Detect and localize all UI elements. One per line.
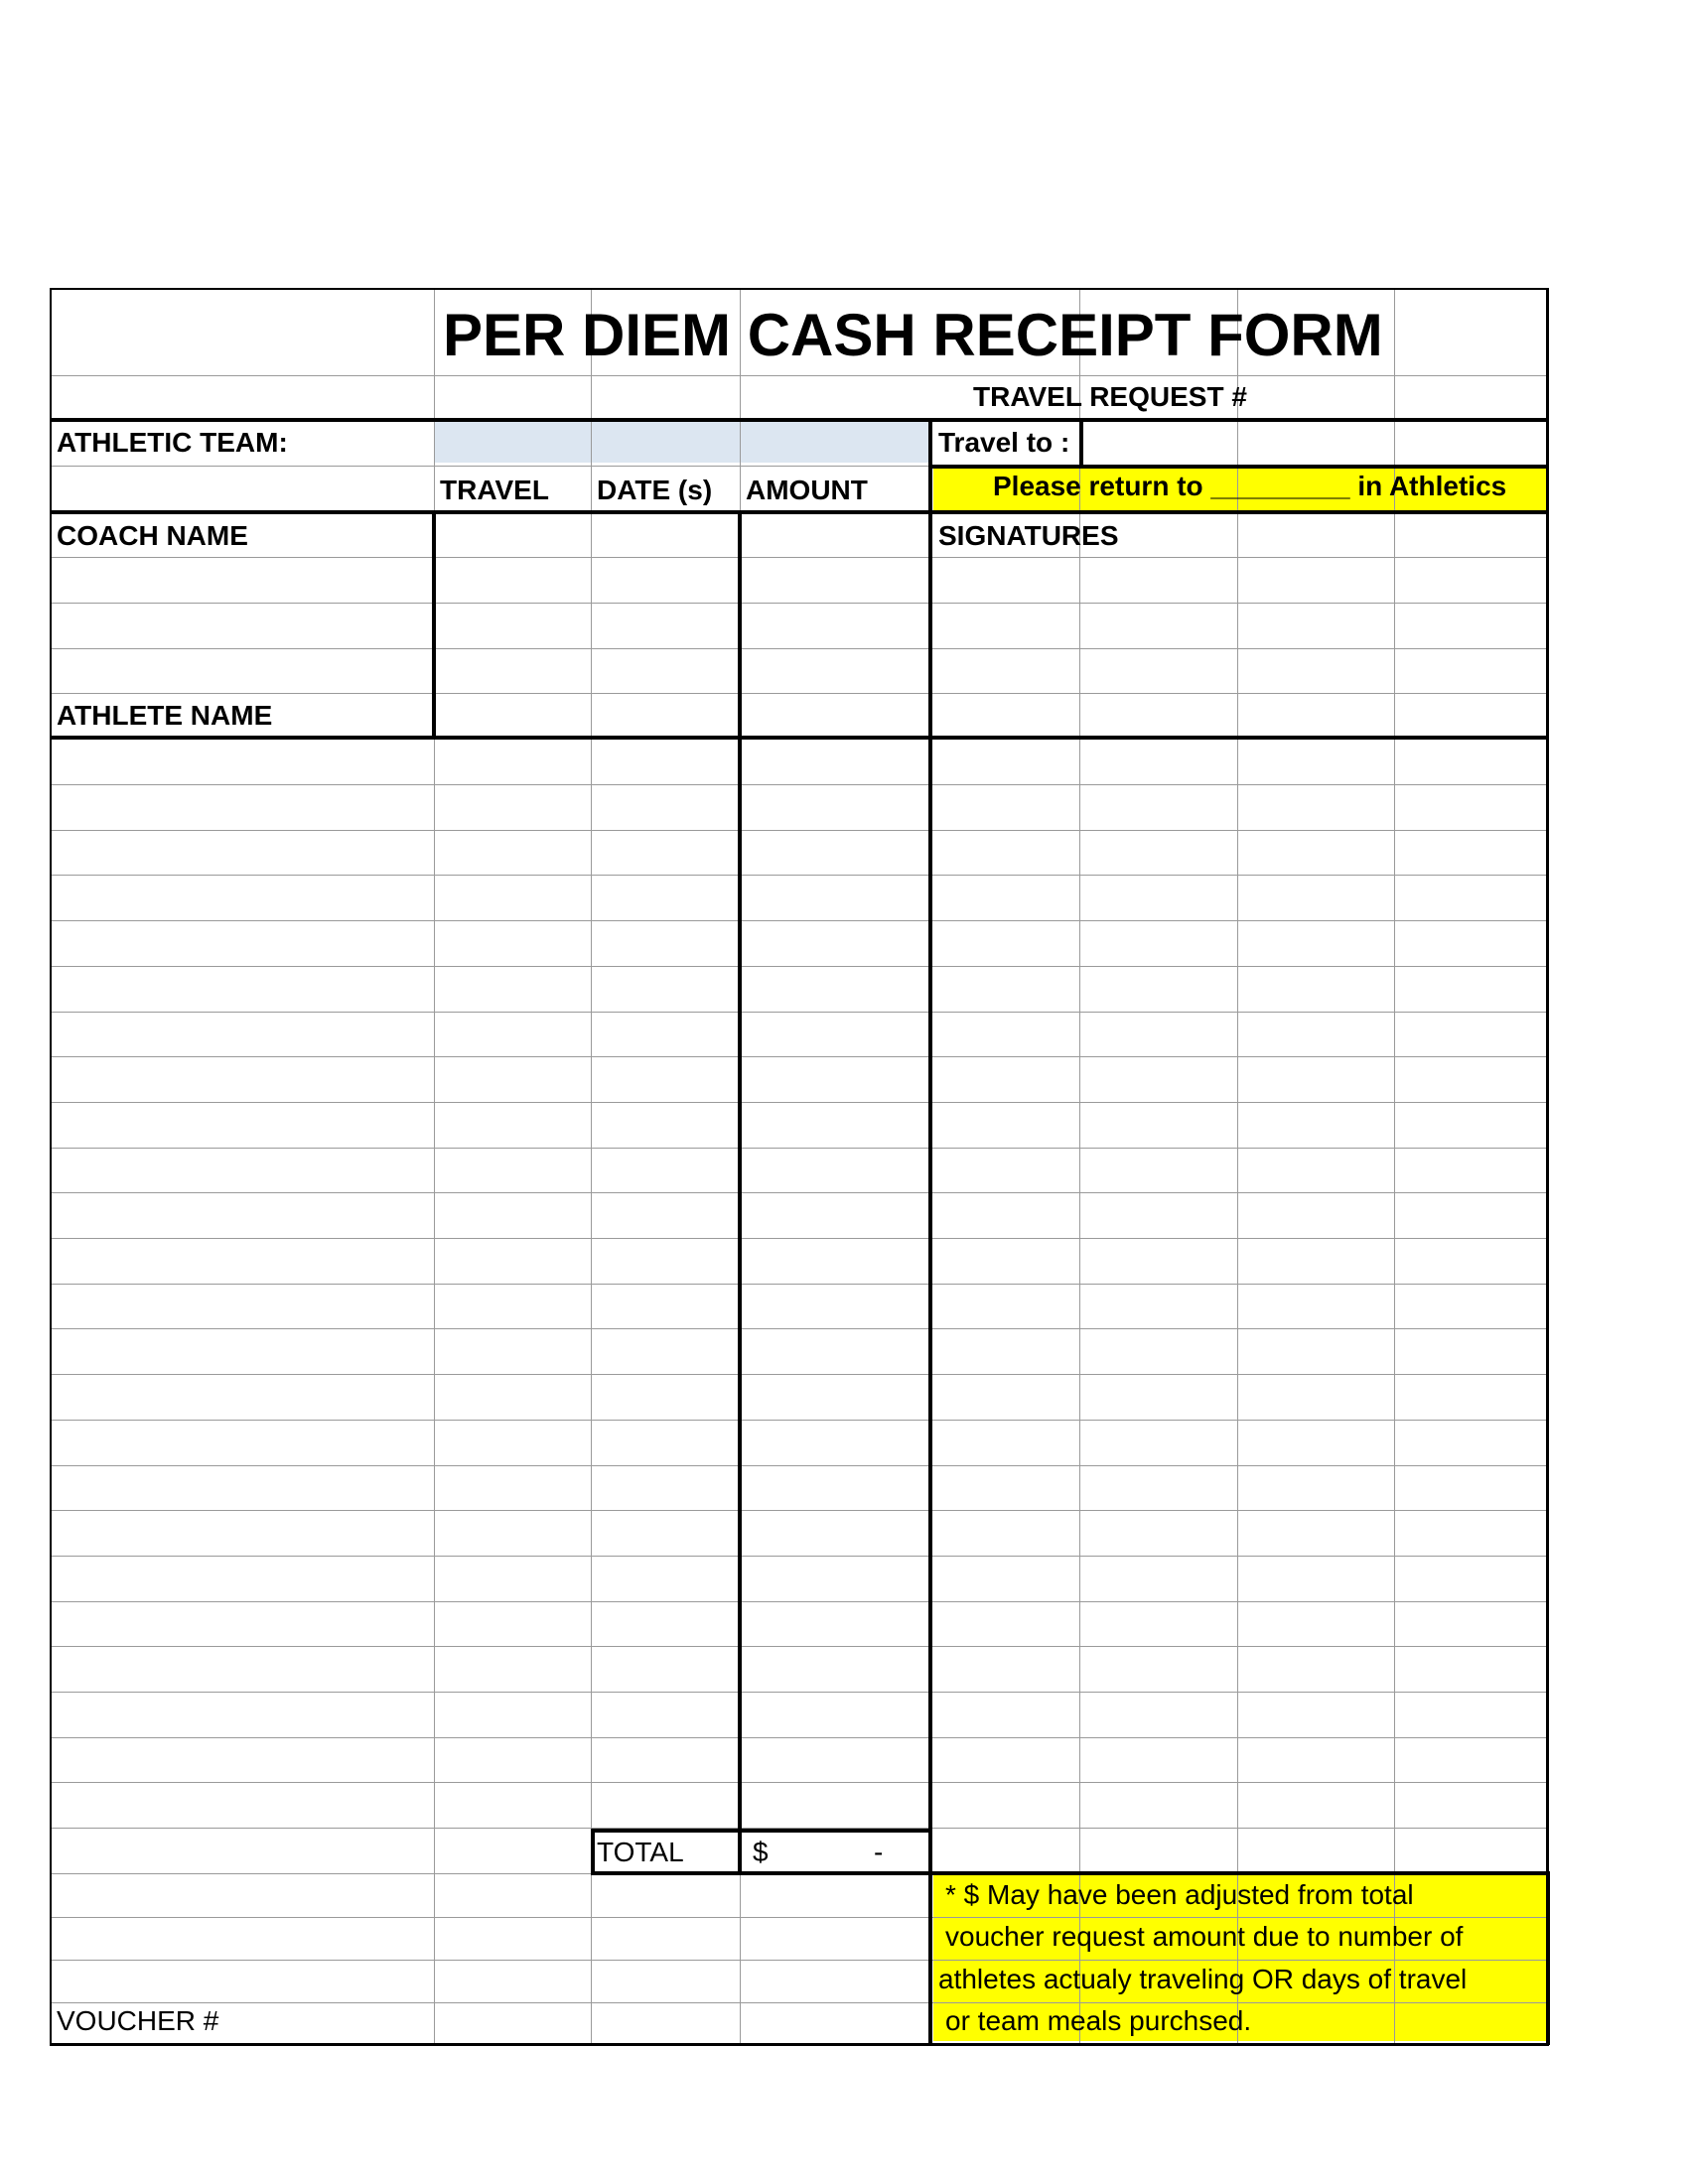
grid-row-line [50, 875, 1548, 876]
grid-row-line [50, 1737, 1548, 1738]
grid-row-line [50, 1782, 1548, 1783]
grid-row-line [50, 693, 1548, 694]
grid-row-line [50, 784, 1548, 785]
column-header-amount: AMOUNT [746, 475, 868, 505]
grid-row-line [50, 1102, 1548, 1103]
adjust-note-line-4: or team meals purchsed. [945, 2005, 1252, 2036]
coach-name-label: COACH NAME [57, 520, 248, 551]
form-border-left [50, 288, 52, 2045]
athletic-team-label: ATHLETIC TEAM: [57, 427, 288, 458]
total-label: TOTAL [597, 1837, 684, 1867]
thick-rule [928, 465, 1549, 469]
grid-column-line [1237, 288, 1238, 2045]
grid-row-line [50, 1056, 1548, 1057]
grid-row-line [50, 2002, 1548, 2003]
thick-rule [591, 1829, 930, 1833]
grid-column-line [1079, 288, 1080, 2045]
total-value: - [874, 1837, 884, 1867]
return-note: Please return to _________ in Athletics [993, 471, 1507, 501]
grid-row-line [50, 966, 1548, 967]
grid-row-line [50, 1192, 1548, 1193]
grid-row-line [50, 1465, 1548, 1466]
grid-row-line [50, 375, 1548, 376]
grid-row-line [50, 920, 1548, 921]
form-border-right [1546, 288, 1549, 2045]
column-header-dates: DATE (s) [597, 475, 713, 505]
grid-row-line [50, 1328, 1548, 1329]
thick-rule [738, 510, 742, 1874]
grid-row-line [50, 557, 1548, 558]
thick-rule [591, 1829, 595, 1874]
grid-row-line [50, 1692, 1548, 1693]
grid-column-line [1394, 288, 1395, 2045]
grid-row-line [50, 1420, 1548, 1421]
grid-row-line [50, 1646, 1548, 1647]
grid-row-line [50, 1012, 1548, 1013]
thick-rule [1079, 418, 1083, 466]
grid-row-line [50, 1917, 1548, 1918]
adjust-note-line-3: athletes actualy traveling OR days of travel [938, 1964, 1468, 1994]
grid-row-line [50, 1374, 1548, 1375]
athlete-name-label: ATHLETE NAME [57, 700, 273, 731]
form-border-bottom [50, 2043, 1549, 2046]
thick-rule [928, 418, 932, 1874]
grid-row-line [50, 1238, 1548, 1239]
thick-rule [432, 510, 436, 739]
total-currency: $ [753, 1837, 769, 1867]
grid-column-line [591, 288, 592, 2045]
total-amount-field[interactable] [741, 1832, 928, 1871]
thick-rule [50, 418, 933, 422]
form-border-top [50, 288, 1549, 290]
grid-row-line [50, 1601, 1548, 1602]
grid-row-line [50, 648, 1548, 649]
thick-rule [928, 418, 1549, 422]
thick-rule [591, 1871, 1549, 1875]
grid-row-line [50, 1510, 1548, 1511]
travel-request-label: TRAVEL REQUEST # [973, 381, 1247, 412]
grid-row-line [50, 1148, 1548, 1149]
adjust-note-line-1: * $ May have been adjusted from total [945, 1879, 1414, 1910]
voucher-label: VOUCHER # [57, 2005, 219, 2036]
thick-rule [1546, 1871, 1550, 2045]
athletic-team-input[interactable] [434, 420, 928, 463]
column-header-travel: TRAVEL [440, 475, 549, 505]
travel-to-input[interactable] [1082, 420, 1545, 463]
form-title: PER DIEM CASH RECEIPT FORM [443, 302, 1383, 368]
thick-rule [50, 736, 1549, 740]
grid-row-line [50, 1960, 1548, 1961]
grid-row-line [50, 1556, 1548, 1557]
grid-row-line [50, 603, 1548, 604]
adjust-note-line-2: voucher request amount due to number of [945, 1921, 1464, 1952]
thick-rule [50, 510, 1549, 514]
thick-rule [928, 1871, 932, 2045]
signatures-label: SIGNATURES [938, 520, 1119, 551]
grid-row-line [50, 830, 1548, 831]
grid-row-line [50, 1284, 1548, 1285]
travel-to-label: Travel to : [938, 427, 1070, 458]
